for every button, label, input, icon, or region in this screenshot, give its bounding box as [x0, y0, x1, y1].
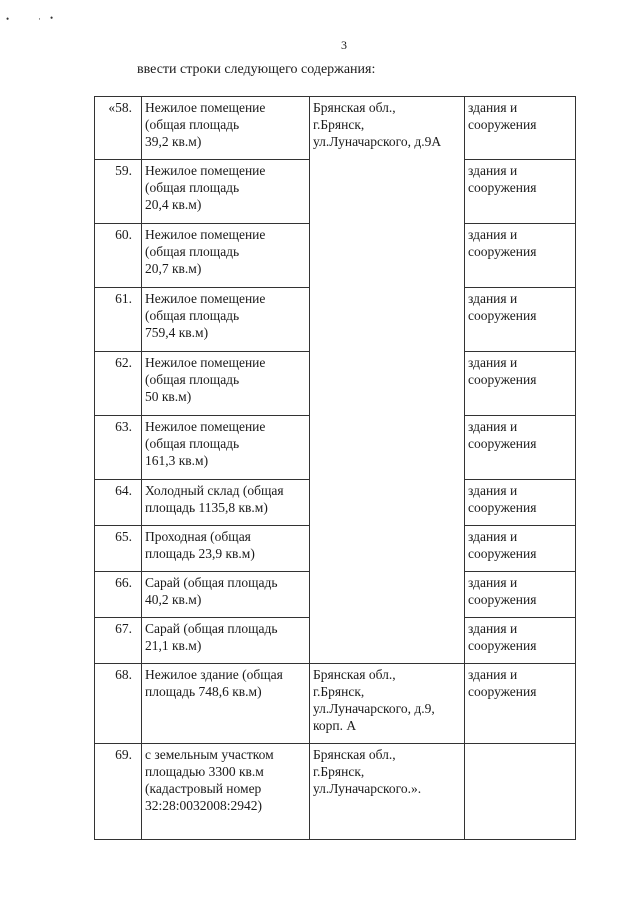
row-number: 59. — [95, 160, 142, 224]
property-type — [465, 160, 576, 224]
cell-line: сооружения — [468, 180, 537, 195]
cell-line: Нежилое помещение — [145, 100, 266, 115]
margin-mark: • — [6, 14, 10, 24]
property-type — [465, 97, 576, 160]
cell-line: здания и — [468, 291, 518, 306]
cell-line: здания и — [468, 575, 518, 590]
cell-line: здания и — [468, 621, 518, 636]
cell-line: 39,2 кв.м) — [145, 134, 202, 149]
cell-line: Проходная (общая — [145, 529, 251, 544]
cell-line: 21,1 кв.м) — [145, 638, 202, 653]
property-type — [465, 664, 576, 744]
cell-line: Нежилое помещение — [145, 355, 266, 370]
table-row — [95, 664, 576, 744]
cell-line: площадью 3300 кв.м — [145, 764, 264, 779]
cell-line: сооружения — [468, 638, 537, 653]
cell-line: Брянская обл., — [313, 747, 396, 762]
cell-line: (общая площадь — [145, 308, 240, 323]
cell-line: сооружения — [468, 117, 537, 132]
property-type — [465, 744, 576, 840]
cell-line: здания и — [468, 163, 518, 178]
cell-line: г.Брянск, — [313, 684, 365, 699]
property-description — [142, 618, 310, 664]
property-description — [142, 352, 310, 416]
cell-line: 40,2 кв.м) — [145, 592, 202, 607]
row-number: 69. — [95, 744, 142, 840]
cell-line: здания и — [468, 355, 518, 370]
cell-line: Нежилое помещение — [145, 419, 266, 434]
cell-line: сооружения — [468, 500, 537, 515]
cell-line: (общая площадь — [145, 117, 240, 132]
cell-line: (кадастровый номер — [145, 781, 262, 796]
property-description — [142, 160, 310, 224]
cell-line: сооружения — [468, 684, 537, 699]
cell-line: корп. А — [313, 718, 357, 733]
cell-line: 161,3 кв.м) — [145, 453, 209, 468]
property-description — [142, 664, 310, 744]
property-description — [142, 480, 310, 526]
row-number: 65. — [95, 526, 142, 572]
row-number: 68. — [95, 664, 142, 744]
cell-line: здания и — [468, 667, 518, 682]
table-row — [95, 97, 576, 160]
row-number: 64. — [95, 480, 142, 526]
row-number: 66. — [95, 572, 142, 618]
property-type — [465, 526, 576, 572]
cell-line: здания и — [468, 100, 518, 115]
property-address — [310, 744, 465, 840]
cell-line: здания и — [468, 483, 518, 498]
property-address — [310, 664, 465, 744]
cell-line: здания и — [468, 419, 518, 434]
cell-line: 20,4 кв.м) — [145, 197, 202, 212]
cell-line: сооружения — [468, 436, 537, 451]
cell-line: 759,4 кв.м) — [145, 325, 209, 340]
property-type — [465, 288, 576, 352]
intro-text: ввести строки следующего содержания: — [137, 62, 376, 77]
cell-line: 20,7 кв.м) — [145, 261, 202, 276]
cell-line: Холодный склад (общая — [145, 483, 284, 498]
cell-line: здания и — [468, 529, 518, 544]
row-number: 67. — [95, 618, 142, 664]
cell-line: Нежилое здание (общая — [145, 667, 283, 682]
cell-line: Нежилое помещение — [145, 163, 266, 178]
cell-line: сооружения — [468, 244, 537, 259]
cell-line: г.Брянск, — [313, 764, 365, 779]
property-type — [465, 618, 576, 664]
cell-line: ул.Луначарского, д.9, — [313, 701, 435, 716]
cell-line: (общая площадь — [145, 372, 240, 387]
row-number: 62. — [95, 352, 142, 416]
property-description — [142, 744, 310, 840]
cell-line: ул.Луначарского, д.9А — [313, 134, 442, 149]
row-number: «58. — [95, 97, 142, 160]
cell-line: г.Брянск, — [313, 117, 365, 132]
cell-line: 50 кв.м) — [145, 389, 192, 404]
cell-line: (общая площадь — [145, 244, 240, 259]
cell-line: площадь 748,6 кв.м) — [145, 684, 262, 699]
cell-line: Нежилое помещение — [145, 227, 266, 242]
property-description — [142, 526, 310, 572]
property-table — [94, 96, 576, 840]
cell-line: сооружения — [468, 372, 537, 387]
row-number: 60. — [95, 224, 142, 288]
cell-line: (общая площадь — [145, 436, 240, 451]
cell-line: Сарай (общая площадь — [145, 621, 278, 636]
cell-line: ул.Луначарского.». — [313, 781, 422, 796]
row-number: 61. — [95, 288, 142, 352]
cell-line: 32:28:0032008:2942) — [145, 798, 262, 813]
cell-line: Сарай (общая площадь — [145, 575, 278, 590]
property-type — [465, 480, 576, 526]
cell-line: с земельным участком — [145, 747, 274, 762]
cell-line: Брянская обл., — [313, 100, 396, 115]
page-number: 3 — [341, 38, 347, 52]
property-description — [142, 416, 310, 480]
property-description — [142, 224, 310, 288]
property-type — [465, 572, 576, 618]
cell-line: Брянская обл., — [313, 667, 396, 682]
cell-line: (общая площадь — [145, 180, 240, 195]
property-type — [465, 352, 576, 416]
cell-line: площадь 1135,8 кв.м) — [145, 500, 268, 515]
cell-line: здания и — [468, 227, 518, 242]
property-type — [465, 224, 576, 288]
cell-line: сооружения — [468, 546, 537, 561]
property-address — [310, 97, 465, 664]
property-type — [465, 416, 576, 480]
property-description — [142, 288, 310, 352]
property-description — [142, 572, 310, 618]
margin-mark: • — [50, 13, 54, 23]
property-description — [142, 97, 310, 160]
row-number: 63. — [95, 416, 142, 480]
cell-line: Нежилое помещение — [145, 291, 266, 306]
cell-line: сооружения — [468, 308, 537, 323]
table-row — [95, 744, 576, 840]
cell-line: сооружения — [468, 592, 537, 607]
margin-mark: · — [38, 14, 41, 24]
cell-line: площадь 23,9 кв.м) — [145, 546, 255, 561]
